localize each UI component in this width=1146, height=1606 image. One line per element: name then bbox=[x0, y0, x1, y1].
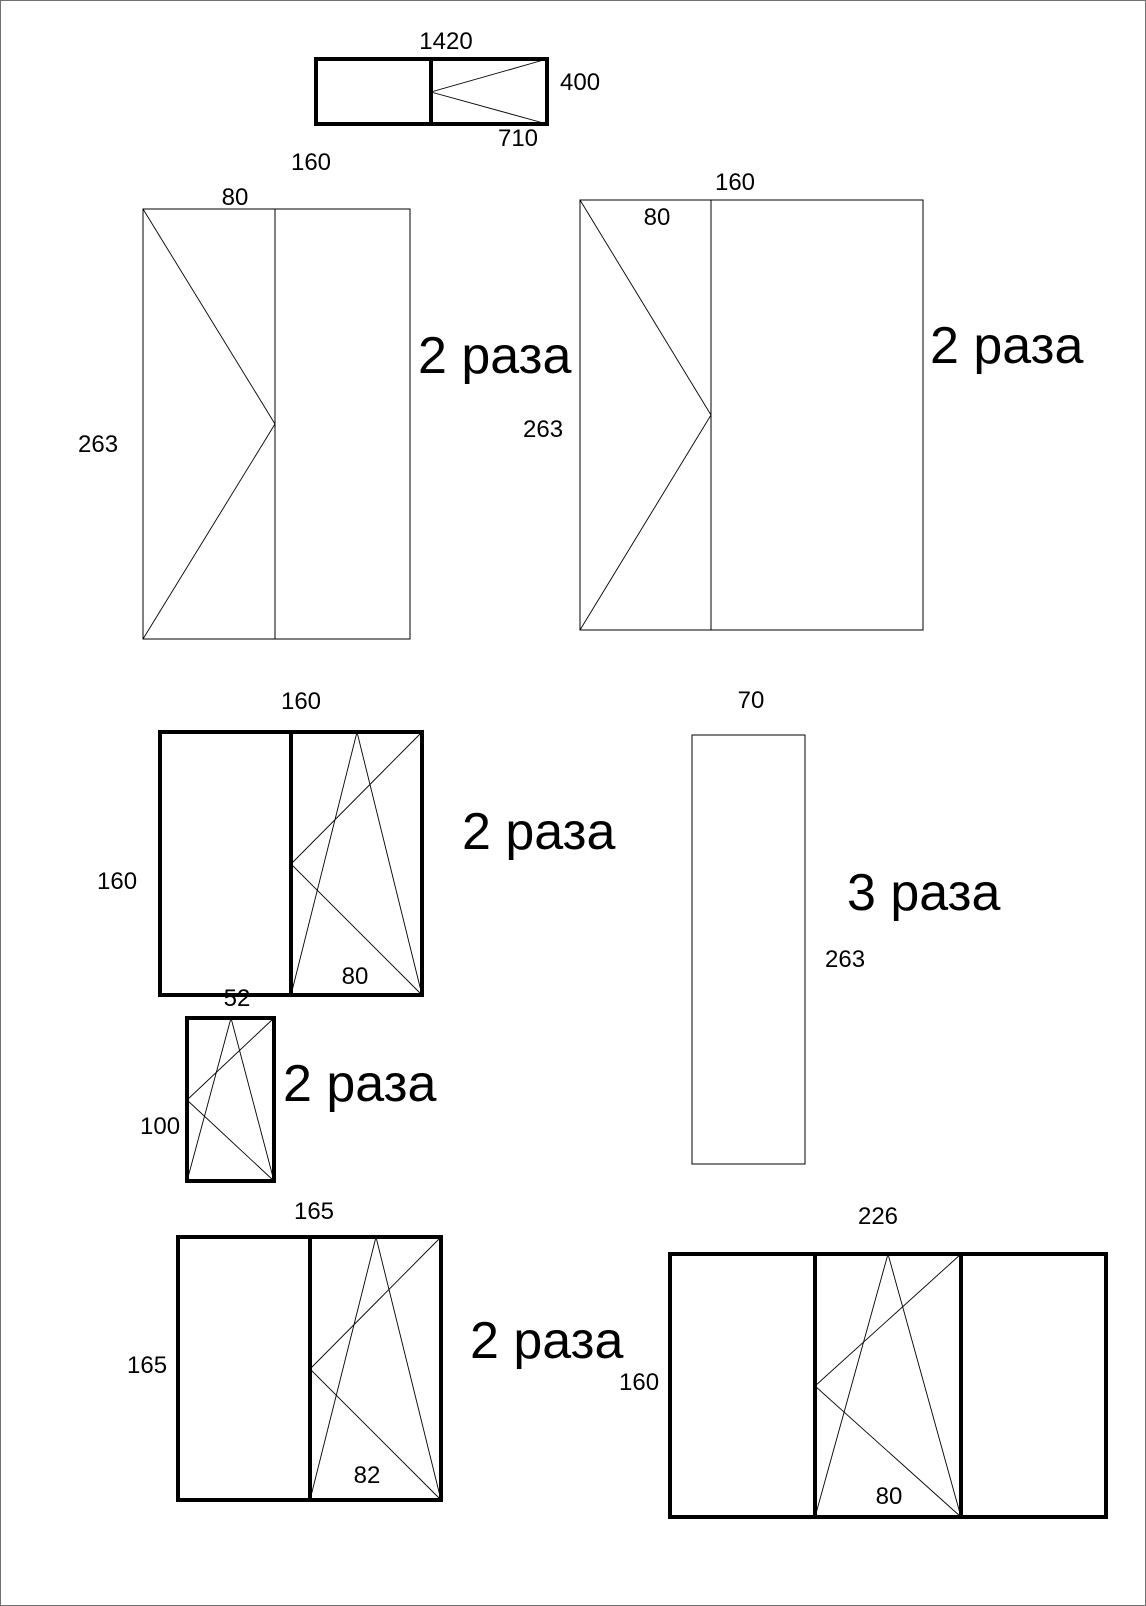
frame-b-sash-label: 80 bbox=[643, 204, 671, 231]
top-frame-sash-label: 710 bbox=[497, 125, 539, 152]
top-frame-height-label: 400 bbox=[560, 69, 601, 96]
frame-f-height-label: 165 bbox=[127, 1352, 168, 1379]
frame-g-sash-label: 80 bbox=[875, 1483, 903, 1510]
frame-d-count-label: 3 раза bbox=[847, 864, 1001, 922]
frame-c-count-label: 2 раза bbox=[462, 803, 616, 861]
frame-b-total-label: 160 bbox=[714, 169, 756, 196]
frame-f-count-label: 2 раза bbox=[470, 1312, 624, 1370]
frame-e-height-label: 100 bbox=[140, 1113, 181, 1140]
frame-g-height-label: 160 bbox=[619, 1369, 660, 1396]
frame-a-height-label: 263 bbox=[78, 431, 119, 458]
frame-g-total-label: 226 bbox=[857, 1203, 899, 1230]
frame-d-width-label: 70 bbox=[737, 687, 765, 714]
frame-a-sash-label: 80 bbox=[221, 184, 249, 211]
frame-a-total-label: 160 bbox=[290, 149, 332, 176]
frame-b-count-label: 2 раза bbox=[930, 317, 1084, 375]
frame-d-height-label: 263 bbox=[825, 946, 866, 973]
frame-c-height-label: 160 bbox=[97, 868, 138, 895]
frame-c-total-label: 160 bbox=[280, 688, 322, 715]
frame-e-count-label: 2 раза bbox=[283, 1055, 437, 1113]
frame-c-sash-label: 80 bbox=[341, 963, 369, 990]
frame-a-count-label: 2 раза bbox=[418, 327, 572, 385]
frame-b-height-label: 263 bbox=[523, 416, 564, 443]
frame-e-width-label: 52 bbox=[223, 985, 251, 1012]
frame-f-sash-label: 82 bbox=[353, 1462, 381, 1489]
frame-f-total-label: 165 bbox=[293, 1198, 335, 1225]
top-frame-width-label: 1420 bbox=[419, 28, 473, 55]
